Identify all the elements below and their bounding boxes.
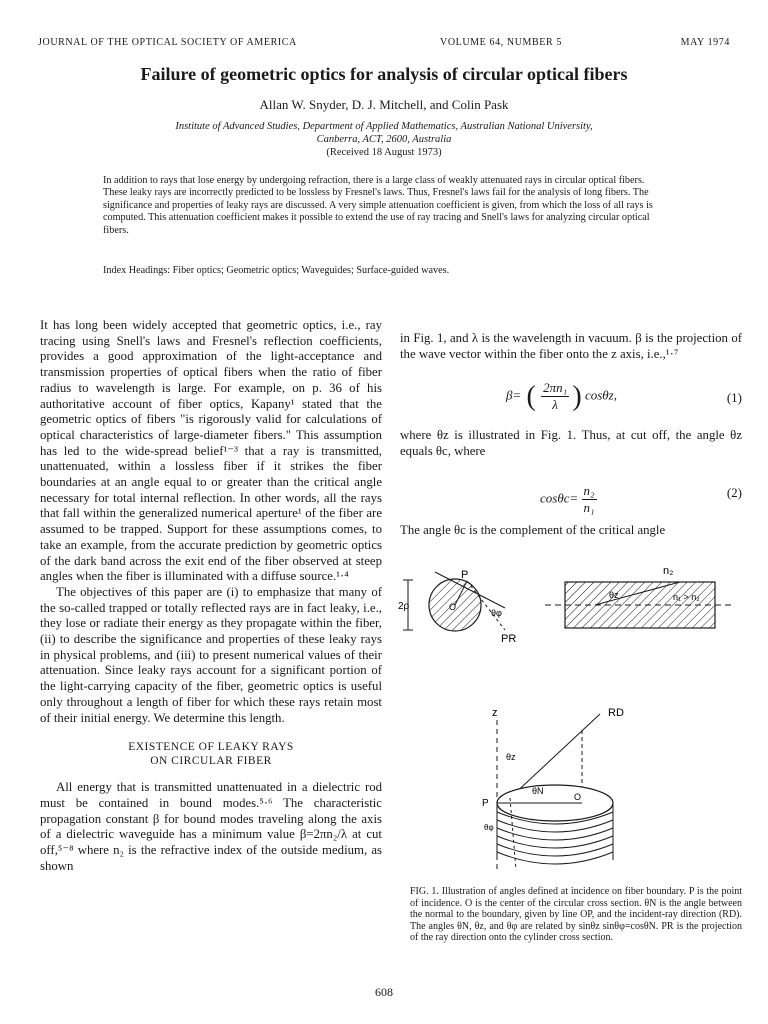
- label-n1-gt-n2: n₁ > n₂: [673, 592, 700, 602]
- paper-title: Failure of geometric optics for analysis of circular optical fibers: [140, 64, 628, 84]
- equation-1: [480, 370, 742, 410]
- affiliation: [100, 120, 668, 146]
- label-P: P: [461, 569, 469, 581]
- label-n2: n₂: [663, 565, 674, 577]
- figure-1-top: [395, 560, 745, 650]
- equation-2-number: (2): [726, 485, 742, 500]
- index-headings: Index Headings: Fiber optics; Geometric optics; Waveguides; Surface-guided waves.: [103, 265, 450, 276]
- eq1-numerator: 2πn₁: [543, 380, 568, 395]
- section-heading-line-1: EXISTENCE OF LEAKY RAYS: [128, 741, 294, 754]
- right-paragraph-2: where θz is illustrated in Fig. 1. Thus, at cut off, the angle θz equals θc, where: [400, 428, 742, 458]
- section-heading-line-2: ON CIRCULAR FIBER: [150, 755, 272, 768]
- label-theta-phi: θφ: [491, 608, 502, 618]
- running-head: [38, 37, 730, 51]
- eq1-paren-left: (: [526, 380, 536, 412]
- left-column: [40, 318, 382, 875]
- abstract: In addition to rays that lose energy by undergoing refraction, there is a large class of weakly attenuated rays in circular optical fibers. These leaky rays are incorrectly predicted to be lossless by Fresnel's laws. Thus, Fresnel's laws fail for the analysis of long fibers. The significance and properties of leaky rays are discussed. A very simple attenuation coefficient is given, from which the loss of all rays is computed. This attenuation coefficient makes it possible to extend the use of ray tracing and Snell's laws for analyzing circular optical fibers.: [103, 175, 653, 236]
- eq1-paren-right: ): [572, 380, 582, 412]
- label-theta-z: θz: [609, 590, 619, 600]
- volume-number: VOLUME 64, NUMBER 5: [440, 37, 562, 48]
- affiliation-line-1: Institute of Advanced Studies, Department of Applied Mathematics, Australian National University,: [175, 121, 593, 132]
- equation-1-number: (1): [726, 390, 742, 405]
- affiliation-line-2: Canberra, ACT, 2600, Australia: [316, 134, 452, 145]
- eq2-fraction: [582, 483, 597, 516]
- eq1-denominator: λ: [552, 397, 558, 412]
- page-number: 608: [375, 985, 393, 999]
- label-theta-z-2: θz: [506, 752, 516, 762]
- label-theta-phi-2: θφ: [484, 823, 494, 832]
- intro-paragraph-1: It has long been widely accepted that geometric optics, i.e., ray tracing using Snell's laws and Fresnel's reflection coefficients, provides a good approximation of the light-acceptance and transmission properties of optical fibers when the ratio of fiber radius to wavelength is large. For example, on p. 36 of his authoritative account of fiber optics, Kapany¹ stated that the geometric optics of fibers "is rigorously valid for calculations of optical characteristics of large-diameter fibers." This assumption has led to the wide-spread belief¹⁻³ that a ray is transmitted, unattenuated, within a lossless fiber if it strikes the fiber boundaries at an angle equal to or greater than the critical angle necessary for total internal reflection. In other words, all the rays that fall within the generalized numerical aperture¹ of the fiber are assumed to be trapped. Support for these assumptions comes, to take an example, from the accurate prediction by geometric optics of the dark band across the exit end of the fiber observed at steep angles when the fiber is illuminated with a diffuse source.¹·⁴: [40, 318, 382, 584]
- label-RD: RD: [608, 707, 624, 719]
- received-date: (Received 18 August 1973): [326, 147, 442, 158]
- label-O: O: [449, 602, 457, 612]
- issue-date: MAY 1974: [680, 37, 730, 48]
- figure-1-bottom: [470, 700, 640, 880]
- label-PR: PR: [501, 633, 517, 645]
- eq1-rhs: cosθz,: [584, 387, 617, 403]
- label-2rho: 2ρ: [398, 601, 410, 612]
- figure-1-caption: FIG. 1. Illustration of angles defined at incidence on fiber boundary. P is the point of incidence. O is the center of the circular cross section. θN is the angle between the normal to the boundary, given by line OP, and the incident-ray direction (RD). The angles θN, θz, and θφ are related by sinθz sinθφ=cosθN. PR is the projection of the ray direction onto the cylinder cross section.: [410, 886, 742, 944]
- section-heading: [40, 740, 382, 768]
- label-P-2: P: [482, 798, 489, 809]
- section-paragraph-1: All energy that is transmitted unattenuated in a dielectric rod must be contained in bound modes.⁵·⁶ The characteristic propagation constant β for bound modes traveling along the axis of a dielectric waveguide has a minimum value β=2πn₂/λ at cut off,⁵⁻⁸ where n₂ is the refractive index of the outside medium, as shown: [40, 780, 382, 873]
- intro-paragraph-2: The objectives of this paper are (i) to emphasize that many of the so-called trapped or totally reflected rays are in fact leaky, i.e., they lose or radiate their energy as they propagate within the fiber, (ii) to describe the significance and properties of these leaky rays in physical problems, and (iii) to present numerical values of their attenuation. Since leaky rays account for a significant portion of the light-carrying capacity of the fiber, geometric optics is useful only throughout a length of fiber for which these rays retain most of their initial energy. We determine this length.: [40, 584, 382, 725]
- journal-name: JOURNAL OF THE OPTICAL SOCIETY OF AMERICA: [38, 37, 297, 48]
- eq1-lhs: β=: [506, 387, 522, 403]
- eq2-lhs: cosθc=: [540, 490, 579, 506]
- right-paragraph-1: in Fig. 1, and λ is the wavelength in vacuum. β is the projection of the wave vector within the fiber onto the z axis, i.e.,¹·⁷: [400, 330, 742, 361]
- eq2-denominator: n₁: [583, 500, 595, 515]
- label-z: z: [492, 707, 498, 719]
- eq2-numerator: n₂: [583, 483, 595, 498]
- equation-2: [480, 473, 742, 513]
- eq1-fraction: [541, 380, 569, 413]
- label-theta-N: θN: [532, 786, 544, 796]
- label-O-2: O: [574, 792, 582, 802]
- right-paragraph-3: The angle θc is the complement of the critical angle: [400, 523, 666, 537]
- equation-1-body: [506, 380, 617, 413]
- author-list: Allan W. Snyder, D. J. Mitchell, and Colin Pask: [259, 97, 509, 112]
- equation-2-body: [540, 483, 597, 516]
